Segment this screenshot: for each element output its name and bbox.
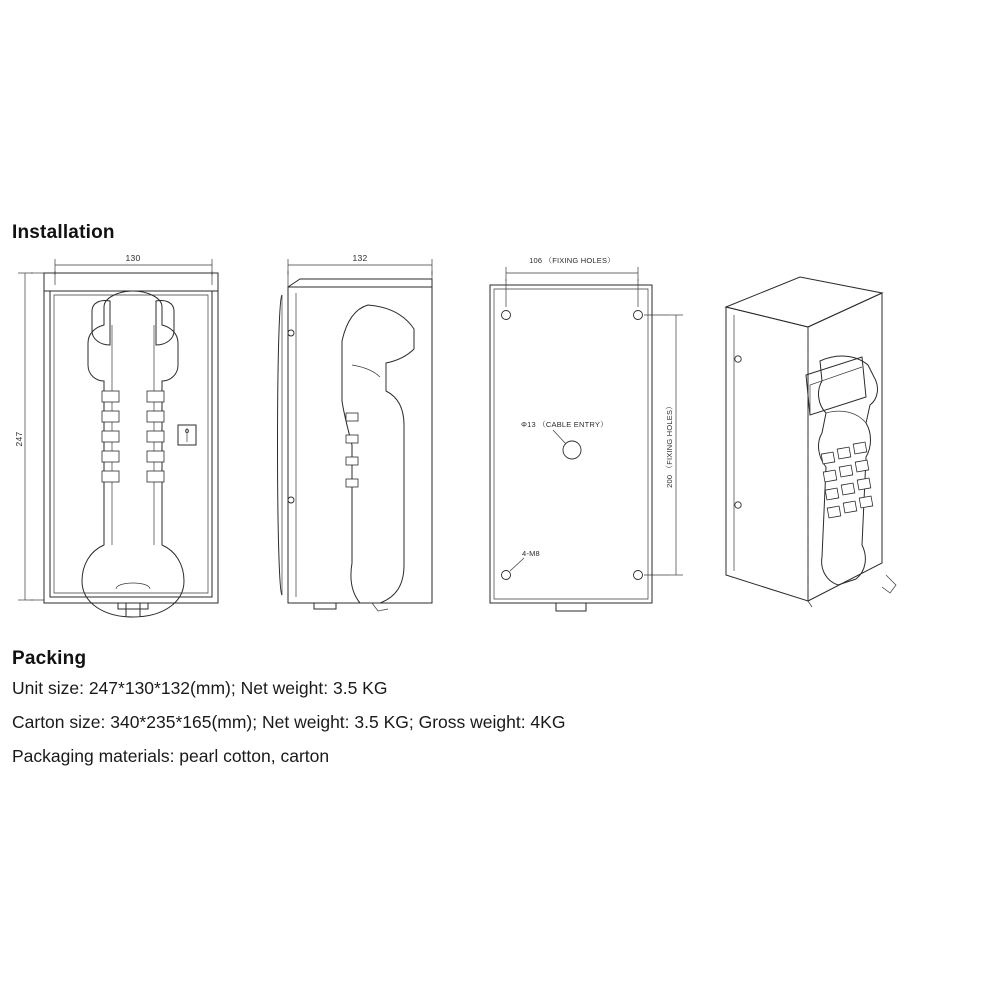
fixing-hole-top-left [502, 311, 511, 320]
back-plate-dim-width-label: 106 （FIXING HOLES） [529, 256, 615, 265]
front-view-label-plate [178, 425, 196, 445]
side-view [278, 253, 433, 611]
packing-heading: Packing [12, 648, 87, 669]
front-view [14, 253, 218, 617]
isometric-keypad [821, 442, 873, 518]
fixing-hole-bottom-left [502, 571, 511, 580]
back-plate-dim-height [665, 315, 683, 575]
packing-line-materials: Packaging materials: pearl cotton, carton [12, 746, 330, 766]
side-view-dim-depth [288, 253, 432, 275]
cable-entry-label: Φ13 （CABLE ENTRY） [521, 420, 608, 429]
isometric-view [726, 277, 896, 607]
front-view-handset [82, 291, 184, 617]
technical-drawing [0, 245, 1000, 630]
side-view-dim-depth-label: 132 [352, 253, 368, 263]
back-plate-dim-height-label: 200 （FIXING HOLES） [665, 402, 674, 488]
back-plate-dim-width [506, 256, 638, 281]
packing-line-carton-size: Carton size: 340*235*165(mm); Net weight: 3.5 KG; Gross weight: 4KG [12, 712, 566, 732]
front-view-keypad [102, 391, 164, 482]
front-view-dim-height-label: 247 [14, 431, 24, 447]
front-view-dim-height [14, 273, 33, 600]
fixing-hole-bottom-right [634, 571, 643, 580]
fixing-hole-top-right [634, 311, 643, 320]
back-plate-view [490, 256, 683, 611]
installation-heading: Installation [12, 222, 115, 243]
packing-line-unit-size: Unit size: 247*130*132(mm); Net weight: 3.5 KG [12, 678, 388, 698]
front-view-dim-width [55, 253, 212, 275]
fixing-hole-thread-label: 4-M8 [522, 549, 540, 558]
front-view-dim-width-label: 130 [125, 253, 141, 263]
